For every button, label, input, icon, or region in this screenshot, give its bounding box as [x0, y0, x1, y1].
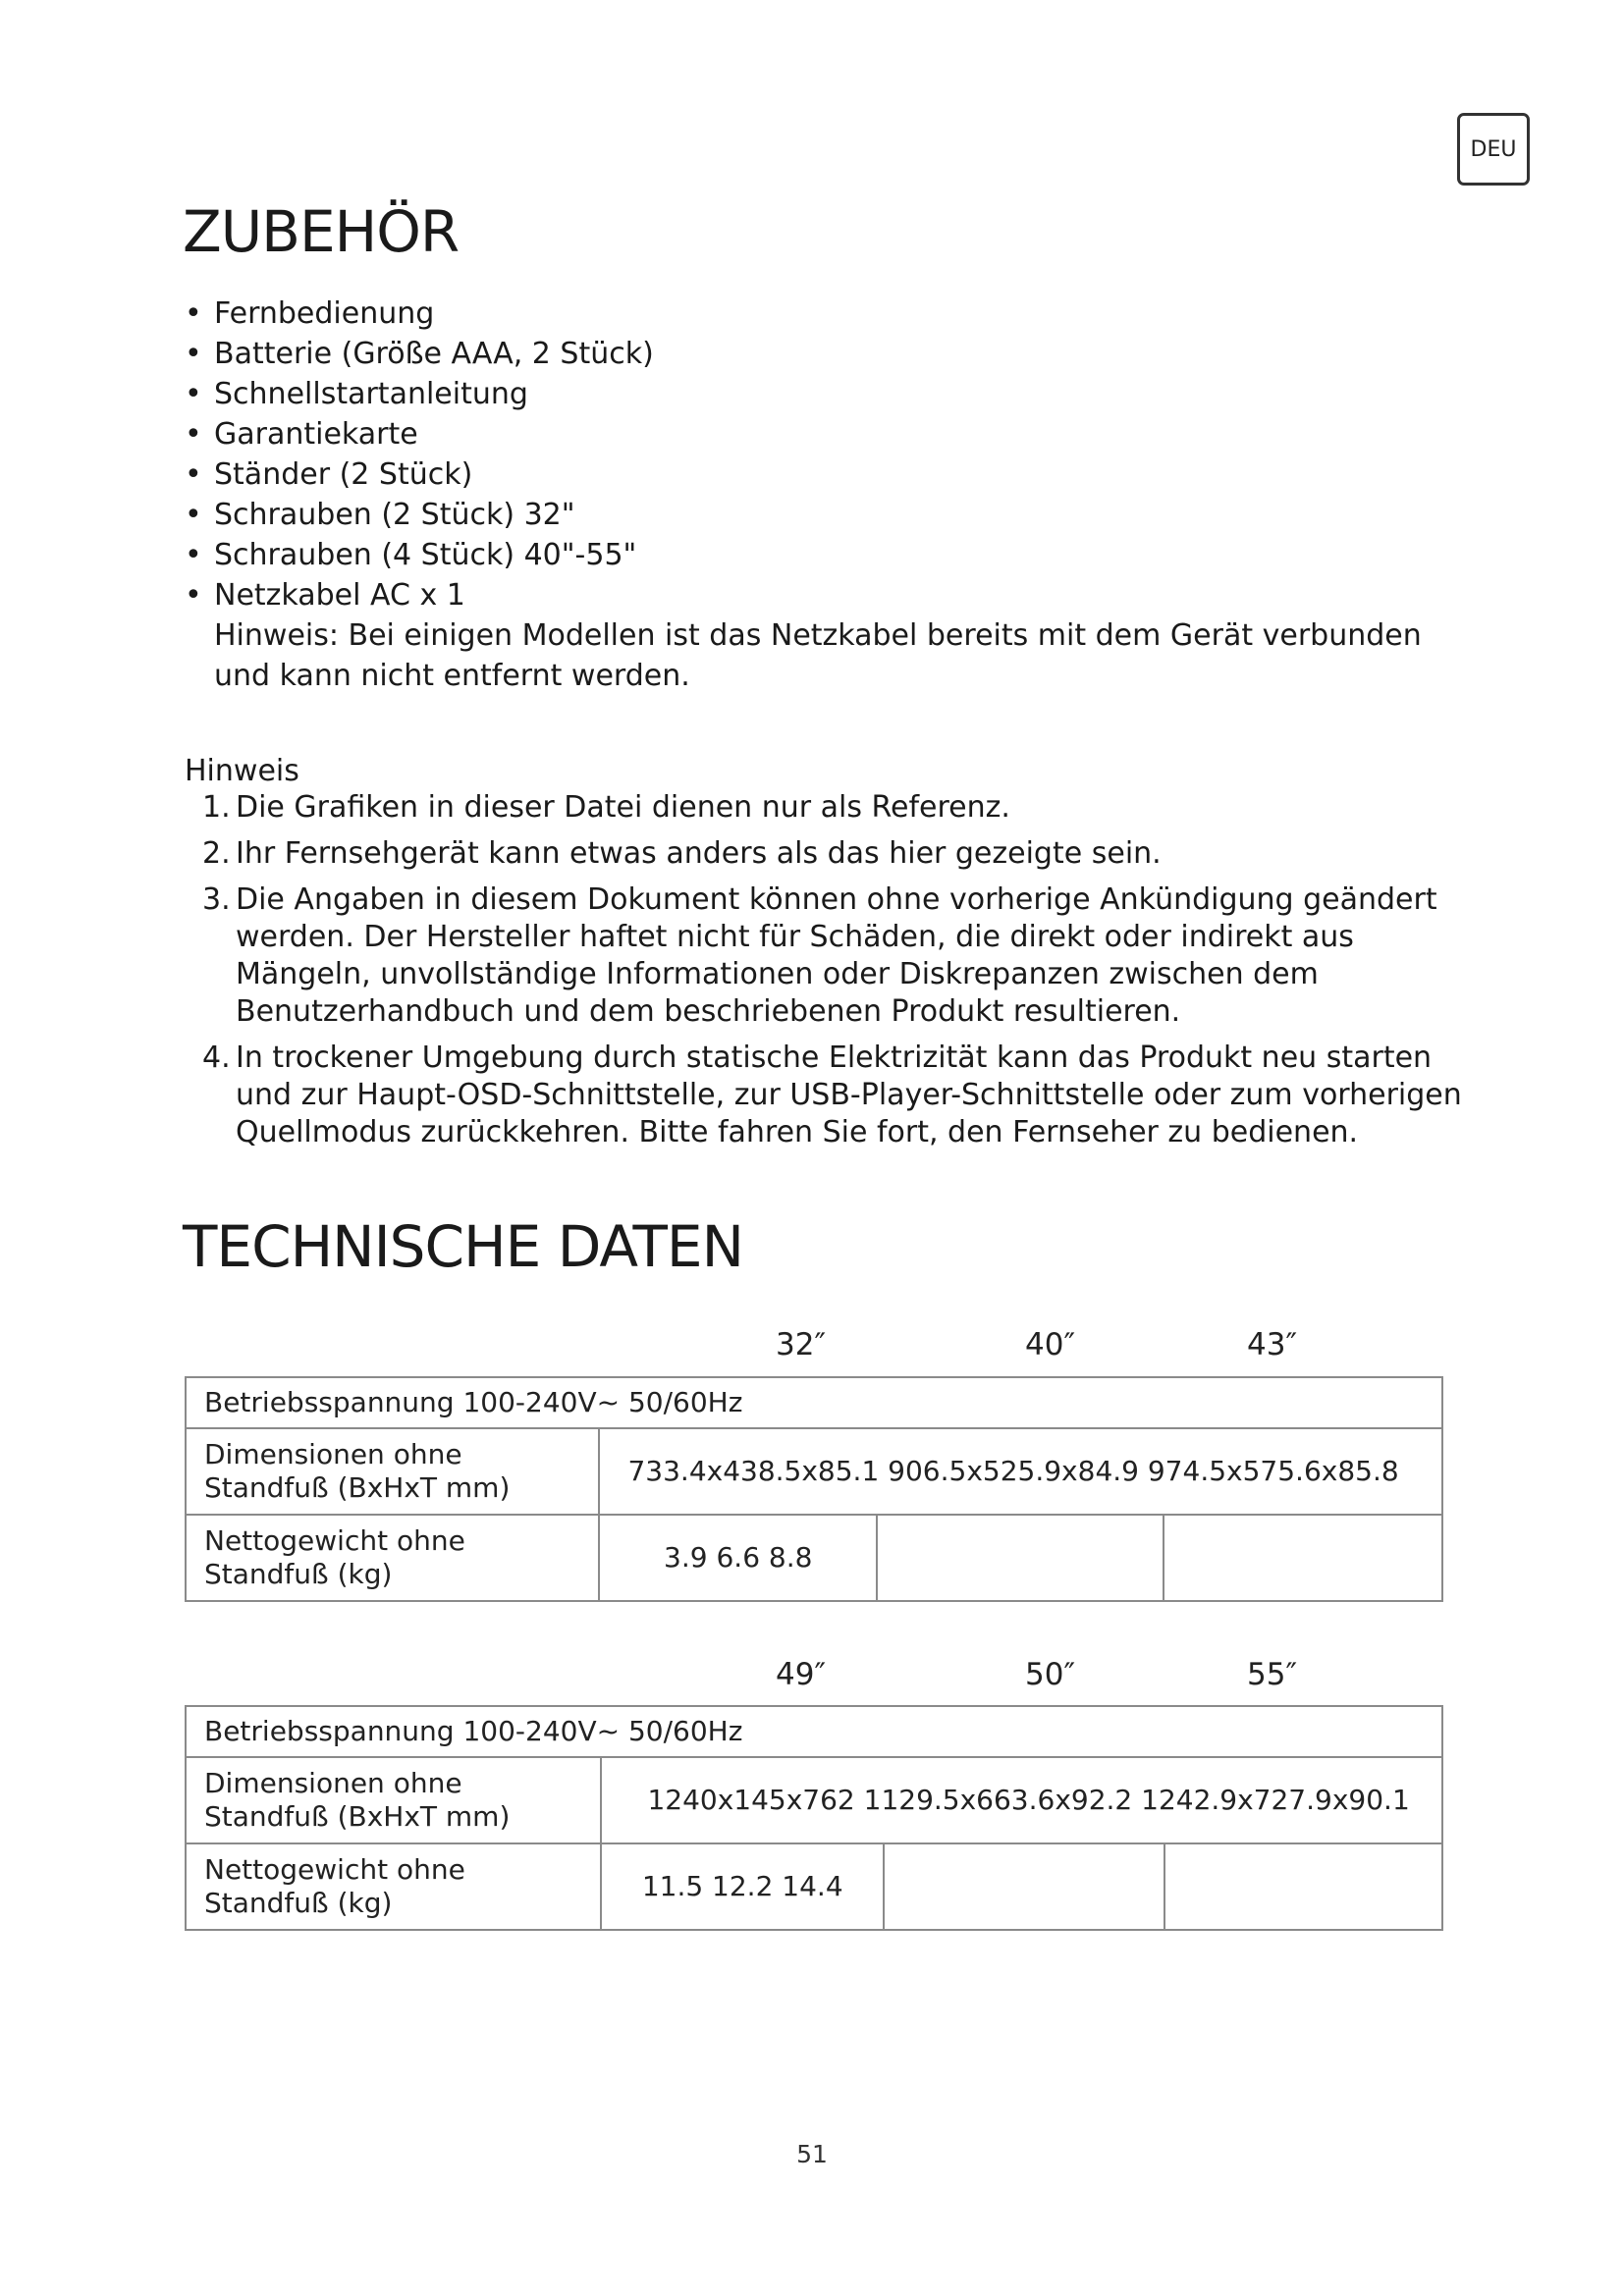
list-item: • Schrauben (4 Stück) 40"-55" [183, 535, 1479, 575]
bullet-icon: • [185, 498, 202, 532]
table-row [186, 1377, 1442, 1428]
list-item: 4. In trockener Umgebung durch statische Elektrizität kann das Produkt neu starten und zur Haupt-OSD-Schnittstelle, zur USB-Player-Schnittstelle oder zum vorherigen Quellmodus zurückkehren. Bitte fahren Sie fort, den Fernseher zu bedienen. [202, 1041, 1462, 1149]
spec-table-2 [185, 1705, 1443, 1931]
size-header: 40″ [1025, 1327, 1076, 1362]
bullet-icon: • [185, 296, 202, 331]
spec-table-1 [185, 1376, 1443, 1602]
hint-title: Hinweis [185, 754, 299, 788]
weight-label: Nettogewicht ohne Standfuß (kg) [186, 1515, 599, 1601]
table-row [186, 1706, 1442, 1757]
dimensions-label: Dimensionen ohne Standfuß (BxHxT mm) [186, 1428, 599, 1515]
accessories-list [183, 294, 1479, 696]
size-header: 32″ [776, 1327, 827, 1362]
table-row [186, 1515, 1442, 1601]
list-item: • Netzkabel AC x 1 [183, 575, 1479, 615]
list-item: • Batterie (Größe AAA, 2 Stück) [183, 334, 1479, 374]
item-number: 4. [202, 1041, 231, 1075]
size-header: 49″ [776, 1657, 827, 1692]
accessories-title: ZUBEHÖR [183, 198, 460, 265]
size-header: 50″ [1025, 1657, 1076, 1692]
list-item: 2. Ihr Fernsehgerät kann etwas anders als das hier gezeigte sein. [202, 836, 1162, 871]
empty-cell [884, 1843, 1164, 1930]
bullet-icon: • [185, 578, 202, 613]
list-item: 1. Die Grafiken in dieser Datei dienen nur als Referenz. [202, 790, 1010, 825]
empty-cell [1164, 1515, 1442, 1601]
dimensions-label: Dimensionen ohne Standfuß (BxHxT mm) [186, 1757, 601, 1843]
list-item: • Schnellstartanleitung [183, 374, 1479, 414]
empty-cell [877, 1515, 1164, 1601]
hint-list [202, 789, 1479, 1160]
dimensions-values: 733.4x438.5x85.1 906.5x525.9x84.9 974.5x575.6x85.8 [599, 1428, 1442, 1515]
empty-cell [1164, 1843, 1443, 1930]
list-item: 3. Die Angaben in diesem Dokument können ohne vorherige Ankündigung geändert werden. Der Hersteller haftet nicht für Schäden, die direkt oder indirekt aus Mängeln, unvollständige Informationen oder Diskrepanzen zwischen dem Benutzerhandbuch und dem beschriebenen Produkt resultieren. [202, 882, 1437, 1029]
bullet-icon: • [185, 417, 202, 452]
bullet-icon: • [185, 538, 202, 572]
voltage-cell: Betriebsspannung 100-240V~ 50/60Hz [186, 1706, 1442, 1757]
weight-values: 11.5 12.2 14.4 [601, 1843, 884, 1930]
weight-values: 3.9 6.6 8.8 [599, 1515, 877, 1601]
table-row [186, 1757, 1442, 1843]
table-row [186, 1428, 1442, 1515]
specs-title: TECHNISCHE DATEN [183, 1213, 743, 1280]
list-item: • Garantiekarte [183, 414, 1479, 454]
item-number: 1. [202, 790, 231, 825]
page-number: 51 [796, 2140, 828, 2168]
list-item: • Schrauben (2 Stück) 32" [183, 495, 1479, 535]
power-cable-note: Hinweis: Bei einigen Modellen ist das Netzkabel bereits mit dem Gerät verbunden und kann nicht entfernt werden. [214, 618, 1422, 693]
size-header: 43″ [1247, 1327, 1298, 1362]
bullet-icon: • [185, 337, 202, 371]
item-number: 2. [202, 836, 231, 871]
table-row [186, 1843, 1442, 1930]
dimensions-values: 1240x145x762 1129.5x663.6x92.2 1242.9x727.9x90.1 [601, 1757, 1442, 1843]
list-item: • Fernbedienung [183, 294, 1479, 334]
size-header: 55″ [1247, 1657, 1298, 1692]
list-item: • Ständer (2 Stück) [183, 454, 1479, 495]
weight-label: Nettogewicht ohne Standfuß (kg) [186, 1843, 601, 1930]
voltage-cell: Betriebsspannung 100-240V~ 50/60Hz [186, 1377, 1442, 1428]
bullet-icon: • [185, 377, 202, 411]
language-badge: DEU [1457, 113, 1530, 186]
item-number: 3. [202, 882, 231, 917]
bullet-icon: • [185, 457, 202, 492]
